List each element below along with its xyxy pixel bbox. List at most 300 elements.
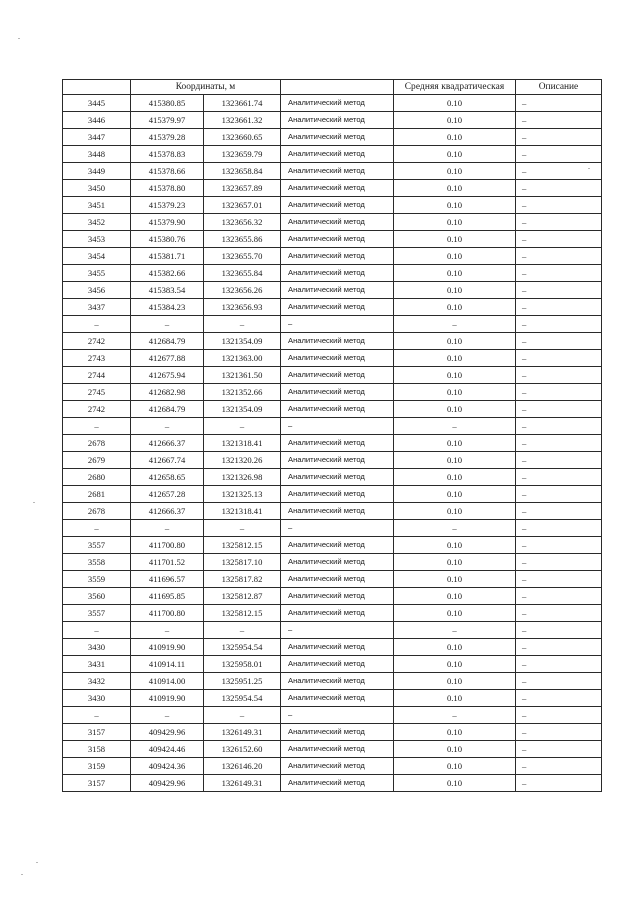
rms-error-cell: 0.10 (394, 146, 516, 163)
rms-error-cell: 0.10 (394, 741, 516, 758)
method-cell: Аналитический метод (281, 673, 394, 690)
description-cell: – (516, 333, 602, 350)
coord-x-cell: 409429.96 (131, 775, 204, 792)
method-cell: Аналитический метод (281, 775, 394, 792)
method-cell: Аналитический метод (281, 537, 394, 554)
method-cell: Аналитический метод (281, 639, 394, 656)
point-number-cell: – (63, 418, 131, 435)
method-cell: Аналитический метод (281, 384, 394, 401)
method-cell: Аналитический метод (281, 435, 394, 452)
coord-x-cell: 415378.66 (131, 163, 204, 180)
point-number-cell: 3453 (63, 231, 131, 248)
rms-error-cell: – (394, 622, 516, 639)
coord-y-cell: 1325954.54 (204, 690, 281, 707)
coord-y-cell: 1326152.60 (204, 741, 281, 758)
rms-error-cell: 0.10 (394, 265, 516, 282)
method-cell: Аналитический метод (281, 656, 394, 673)
description-cell: – (516, 180, 602, 197)
description-cell: – (516, 605, 602, 622)
point-number-cell: 3559 (63, 571, 131, 588)
table-row (63, 656, 602, 673)
point-number-cell: 3446 (63, 112, 131, 129)
coord-y-cell: 1321326.98 (204, 469, 281, 486)
description-cell: – (516, 197, 602, 214)
method-cell: Аналитический метод (281, 248, 394, 265)
description-cell: – (516, 758, 602, 775)
coord-x-cell: 415379.23 (131, 197, 204, 214)
header-cell-empty (63, 80, 131, 95)
description-cell: – (516, 214, 602, 231)
coord-x-cell: 411700.80 (131, 537, 204, 554)
point-number-cell: 3437 (63, 299, 131, 316)
coord-x-cell: 412684.79 (131, 401, 204, 418)
coord-x-cell: 411700.80 (131, 605, 204, 622)
description-cell: – (516, 231, 602, 248)
rms-error-cell: 0.10 (394, 724, 516, 741)
coord-y-cell: – (204, 707, 281, 724)
coord-y-cell: 1323656.26 (204, 282, 281, 299)
rms-error-cell: 0.10 (394, 656, 516, 673)
rms-error-cell: – (394, 418, 516, 435)
coord-x-cell: 412677.88 (131, 350, 204, 367)
coord-y-cell: 1323660.65 (204, 129, 281, 146)
scan-speck (588, 168, 590, 169)
table-row (63, 724, 602, 741)
point-number-cell: 3456 (63, 282, 131, 299)
coord-y-cell: 1321325.13 (204, 486, 281, 503)
description-cell: – (516, 112, 602, 129)
coord-x-cell: 412675.94 (131, 367, 204, 384)
description-cell: – (516, 554, 602, 571)
point-number-cell: 3158 (63, 741, 131, 758)
coord-x-cell: 415378.83 (131, 146, 204, 163)
description-cell: – (516, 129, 602, 146)
coord-y-cell: 1323655.70 (204, 248, 281, 265)
description-cell: – (516, 95, 602, 112)
point-number-cell: 3449 (63, 163, 131, 180)
coord-y-cell: 1325812.15 (204, 605, 281, 622)
table-row (63, 418, 602, 435)
coord-y-cell: 1323661.74 (204, 95, 281, 112)
description-cell: – (516, 724, 602, 741)
method-cell: Аналитический метод (281, 401, 394, 418)
description-cell: – (516, 248, 602, 265)
coord-x-cell: 412667.74 (131, 452, 204, 469)
coord-x-cell: 412666.37 (131, 503, 204, 520)
coord-y-cell: 1321361.50 (204, 367, 281, 384)
method-cell: Аналитический метод (281, 163, 394, 180)
coord-y-cell: 1325958.01 (204, 656, 281, 673)
coord-x-cell: – (131, 418, 204, 435)
coord-x-cell: 415379.90 (131, 214, 204, 231)
table-header-row (63, 80, 602, 95)
coord-x-cell: 410914.11 (131, 656, 204, 673)
coord-x-cell: 410919.90 (131, 690, 204, 707)
description-cell: – (516, 741, 602, 758)
point-number-cell: 3430 (63, 690, 131, 707)
table-row (63, 146, 602, 163)
method-cell: Аналитический метод (281, 112, 394, 129)
method-cell: Аналитический метод (281, 690, 394, 707)
point-number-cell: 2743 (63, 350, 131, 367)
table-row (63, 707, 602, 724)
rms-error-cell: 0.10 (394, 486, 516, 503)
rms-error-cell: 0.10 (394, 384, 516, 401)
rms-error-cell: 0.10 (394, 435, 516, 452)
coord-y-cell: 1323657.01 (204, 197, 281, 214)
header-cell-empty (281, 80, 394, 95)
description-cell: – (516, 537, 602, 554)
coord-y-cell: 1326149.31 (204, 724, 281, 741)
point-number-cell: 3558 (63, 554, 131, 571)
table-row (63, 758, 602, 775)
header-rms-error: Средняя квадратическая (394, 80, 516, 95)
description-cell: – (516, 520, 602, 537)
method-cell: – (281, 707, 394, 724)
header-coordinates: Координаты, м (131, 80, 281, 95)
method-cell: Аналитический метод (281, 146, 394, 163)
table-row (63, 503, 602, 520)
table-row (63, 469, 602, 486)
coord-x-cell: 412682.98 (131, 384, 204, 401)
coord-x-cell: 409424.36 (131, 758, 204, 775)
method-cell: Аналитический метод (281, 197, 394, 214)
coord-y-cell: 1323657.89 (204, 180, 281, 197)
point-number-cell: 2744 (63, 367, 131, 384)
rms-error-cell: 0.10 (394, 367, 516, 384)
coord-y-cell: 1325954.54 (204, 639, 281, 656)
table-row (63, 605, 602, 622)
rms-error-cell: – (394, 520, 516, 537)
coord-y-cell: 1321318.41 (204, 435, 281, 452)
point-number-cell: 2679 (63, 452, 131, 469)
description-cell: – (516, 469, 602, 486)
description-cell: – (516, 384, 602, 401)
point-number-cell: – (63, 520, 131, 537)
description-cell: – (516, 452, 602, 469)
method-cell: Аналитический метод (281, 180, 394, 197)
description-cell: – (516, 367, 602, 384)
point-number-cell: 3451 (63, 197, 131, 214)
rms-error-cell: 0.10 (394, 673, 516, 690)
table-row (63, 95, 602, 112)
table-row (63, 350, 602, 367)
description-cell: – (516, 673, 602, 690)
coord-x-cell: 415383.54 (131, 282, 204, 299)
coord-x-cell: 412666.37 (131, 435, 204, 452)
table-row (63, 299, 602, 316)
description-cell: – (516, 656, 602, 673)
rms-error-cell: 0.10 (394, 469, 516, 486)
coord-x-cell: 410914.00 (131, 673, 204, 690)
coord-x-cell: 411695.85 (131, 588, 204, 605)
coord-y-cell: 1325817.10 (204, 554, 281, 571)
coord-y-cell: 1323655.84 (204, 265, 281, 282)
method-cell: Аналитический метод (281, 503, 394, 520)
table-row (63, 231, 602, 248)
table-row (63, 401, 602, 418)
coord-y-cell: 1323655.86 (204, 231, 281, 248)
coord-y-cell: 1326149.31 (204, 775, 281, 792)
coord-x-cell: 409424.46 (131, 741, 204, 758)
point-number-cell: – (63, 707, 131, 724)
rms-error-cell: 0.10 (394, 401, 516, 418)
rms-error-cell: 0.10 (394, 605, 516, 622)
coord-x-cell: 415381.71 (131, 248, 204, 265)
table-row (63, 622, 602, 639)
method-cell: Аналитический метод (281, 367, 394, 384)
point-number-cell: 3560 (63, 588, 131, 605)
rms-error-cell: – (394, 707, 516, 724)
coord-y-cell: 1325951.25 (204, 673, 281, 690)
coord-y-cell: 1323661.32 (204, 112, 281, 129)
description-cell: – (516, 639, 602, 656)
table-row (63, 639, 602, 656)
point-number-cell: 3452 (63, 214, 131, 231)
description-cell: – (516, 418, 602, 435)
description-cell: – (516, 775, 602, 792)
description-cell: – (516, 588, 602, 605)
point-number-cell: 3445 (63, 95, 131, 112)
coord-x-cell: – (131, 316, 204, 333)
rms-error-cell: 0.10 (394, 95, 516, 112)
description-cell: – (516, 707, 602, 724)
point-number-cell: 2742 (63, 333, 131, 350)
coord-y-cell: 1323656.32 (204, 214, 281, 231)
rms-error-cell: 0.10 (394, 571, 516, 588)
method-cell: Аналитический метод (281, 129, 394, 146)
coord-x-cell: 415380.85 (131, 95, 204, 112)
rms-error-cell: 0.10 (394, 214, 516, 231)
point-number-cell: 3157 (63, 775, 131, 792)
coord-y-cell: 1326146.20 (204, 758, 281, 775)
table-body (63, 80, 602, 792)
description-cell: – (516, 299, 602, 316)
coord-x-cell: – (131, 520, 204, 537)
description-cell: – (516, 163, 602, 180)
table-row (63, 673, 602, 690)
coord-x-cell: – (131, 707, 204, 724)
point-number-cell: 3455 (63, 265, 131, 282)
coord-x-cell: 411696.57 (131, 571, 204, 588)
point-number-cell: 2680 (63, 469, 131, 486)
table-row (63, 282, 602, 299)
rms-error-cell: 0.10 (394, 163, 516, 180)
table-row (63, 537, 602, 554)
coord-y-cell: 1321320.26 (204, 452, 281, 469)
method-cell: Аналитический метод (281, 741, 394, 758)
rms-error-cell: 0.10 (394, 588, 516, 605)
coord-x-cell: 415379.97 (131, 112, 204, 129)
coord-y-cell: 1321352.66 (204, 384, 281, 401)
method-cell: – (281, 622, 394, 639)
table-row (63, 571, 602, 588)
coord-x-cell: 412657.28 (131, 486, 204, 503)
coord-x-cell: 415379.28 (131, 129, 204, 146)
rms-error-cell: 0.10 (394, 231, 516, 248)
coord-y-cell: 1321363.00 (204, 350, 281, 367)
table-row (63, 775, 602, 792)
scan-speck (18, 38, 20, 39)
rms-error-cell: 0.10 (394, 554, 516, 571)
rms-error-cell: 0.10 (394, 350, 516, 367)
coord-x-cell: – (131, 622, 204, 639)
point-number-cell: 3454 (63, 248, 131, 265)
point-number-cell: 3432 (63, 673, 131, 690)
method-cell: Аналитический метод (281, 95, 394, 112)
table-row (63, 554, 602, 571)
coord-x-cell: 409429.96 (131, 724, 204, 741)
table-row (63, 333, 602, 350)
coord-y-cell: 1325817.82 (204, 571, 281, 588)
coord-y-cell: 1323658.84 (204, 163, 281, 180)
description-cell: – (516, 690, 602, 707)
point-number-cell: 3447 (63, 129, 131, 146)
method-cell: – (281, 418, 394, 435)
point-number-cell: 3431 (63, 656, 131, 673)
table-row (63, 316, 602, 333)
coord-x-cell: 415380.76 (131, 231, 204, 248)
method-cell: Аналитический метод (281, 452, 394, 469)
table-row (63, 163, 602, 180)
coord-x-cell: 415378.80 (131, 180, 204, 197)
table-row (63, 248, 602, 265)
description-cell: – (516, 350, 602, 367)
method-cell: Аналитический метод (281, 724, 394, 741)
coord-x-cell: 410919.90 (131, 639, 204, 656)
table-row (63, 741, 602, 758)
point-number-cell: 3450 (63, 180, 131, 197)
method-cell: – (281, 520, 394, 537)
coord-x-cell: 415384.23 (131, 299, 204, 316)
table-row (63, 452, 602, 469)
coord-y-cell: 1321354.09 (204, 333, 281, 350)
rms-error-cell: 0.10 (394, 452, 516, 469)
point-number-cell: 3448 (63, 146, 131, 163)
description-cell: – (516, 435, 602, 452)
method-cell: Аналитический метод (281, 282, 394, 299)
point-number-cell: – (63, 316, 131, 333)
coord-y-cell: – (204, 622, 281, 639)
coordinates-table (62, 79, 602, 792)
coord-y-cell: – (204, 418, 281, 435)
coord-y-cell: – (204, 316, 281, 333)
header-description: Описание (516, 80, 602, 95)
method-cell: Аналитический метод (281, 571, 394, 588)
description-cell: – (516, 282, 602, 299)
rms-error-cell: 0.10 (394, 639, 516, 656)
rms-error-cell: 0.10 (394, 248, 516, 265)
coord-y-cell: 1321318.41 (204, 503, 281, 520)
description-cell: – (516, 503, 602, 520)
point-number-cell: 2678 (63, 503, 131, 520)
method-cell: Аналитический метод (281, 265, 394, 282)
rms-error-cell: 0.10 (394, 180, 516, 197)
description-cell: – (516, 401, 602, 418)
method-cell: Аналитический метод (281, 554, 394, 571)
description-cell: – (516, 571, 602, 588)
point-number-cell: 3557 (63, 537, 131, 554)
table-row (63, 435, 602, 452)
table-row (63, 520, 602, 537)
coord-y-cell: 1323656.93 (204, 299, 281, 316)
table-row (63, 197, 602, 214)
coord-y-cell: 1325812.15 (204, 537, 281, 554)
coord-x-cell: 415382.66 (131, 265, 204, 282)
table-row (63, 265, 602, 282)
coord-x-cell: 412684.79 (131, 333, 204, 350)
method-cell: – (281, 316, 394, 333)
method-cell: Аналитический метод (281, 350, 394, 367)
description-cell: – (516, 265, 602, 282)
rms-error-cell: – (394, 316, 516, 333)
method-cell: Аналитический метод (281, 231, 394, 248)
rms-error-cell: 0.10 (394, 282, 516, 299)
method-cell: Аналитический метод (281, 605, 394, 622)
description-cell: – (516, 316, 602, 333)
point-number-cell: 3430 (63, 639, 131, 656)
coord-y-cell: 1325812.87 (204, 588, 281, 605)
coord-x-cell: 411701.52 (131, 554, 204, 571)
table-row (63, 690, 602, 707)
scan-speck (21, 874, 23, 875)
rms-error-cell: 0.10 (394, 503, 516, 520)
point-number-cell: – (63, 622, 131, 639)
coord-x-cell: 412658.65 (131, 469, 204, 486)
rms-error-cell: 0.10 (394, 333, 516, 350)
table-row (63, 588, 602, 605)
rms-error-cell: 0.10 (394, 129, 516, 146)
point-number-cell: 2742 (63, 401, 131, 418)
method-cell: Аналитический метод (281, 486, 394, 503)
coord-y-cell: 1321354.09 (204, 401, 281, 418)
table-row (63, 129, 602, 146)
table-row (63, 214, 602, 231)
table-row (63, 486, 602, 503)
point-number-cell: 3557 (63, 605, 131, 622)
rms-error-cell: 0.10 (394, 537, 516, 554)
point-number-cell: 2745 (63, 384, 131, 401)
method-cell: Аналитический метод (281, 333, 394, 350)
table-row (63, 367, 602, 384)
rms-error-cell: 0.10 (394, 690, 516, 707)
method-cell: Аналитический метод (281, 588, 394, 605)
method-cell: Аналитический метод (281, 758, 394, 775)
scan-speck (33, 502, 35, 503)
point-number-cell: 2678 (63, 435, 131, 452)
point-number-cell: 3157 (63, 724, 131, 741)
table-row (63, 112, 602, 129)
rms-error-cell: 0.10 (394, 775, 516, 792)
coord-y-cell: – (204, 520, 281, 537)
method-cell: Аналитический метод (281, 214, 394, 231)
description-cell: – (516, 146, 602, 163)
scan-speck (36, 862, 38, 863)
rms-error-cell: 0.10 (394, 197, 516, 214)
method-cell: Аналитический метод (281, 299, 394, 316)
point-number-cell: 2681 (63, 486, 131, 503)
rms-error-cell: 0.10 (394, 112, 516, 129)
table-row (63, 384, 602, 401)
rms-error-cell: 0.10 (394, 299, 516, 316)
description-cell: – (516, 486, 602, 503)
point-number-cell: 3159 (63, 758, 131, 775)
rms-error-cell: 0.10 (394, 758, 516, 775)
table-row (63, 180, 602, 197)
description-cell: – (516, 622, 602, 639)
method-cell: Аналитический метод (281, 469, 394, 486)
coord-y-cell: 1323659.79 (204, 146, 281, 163)
